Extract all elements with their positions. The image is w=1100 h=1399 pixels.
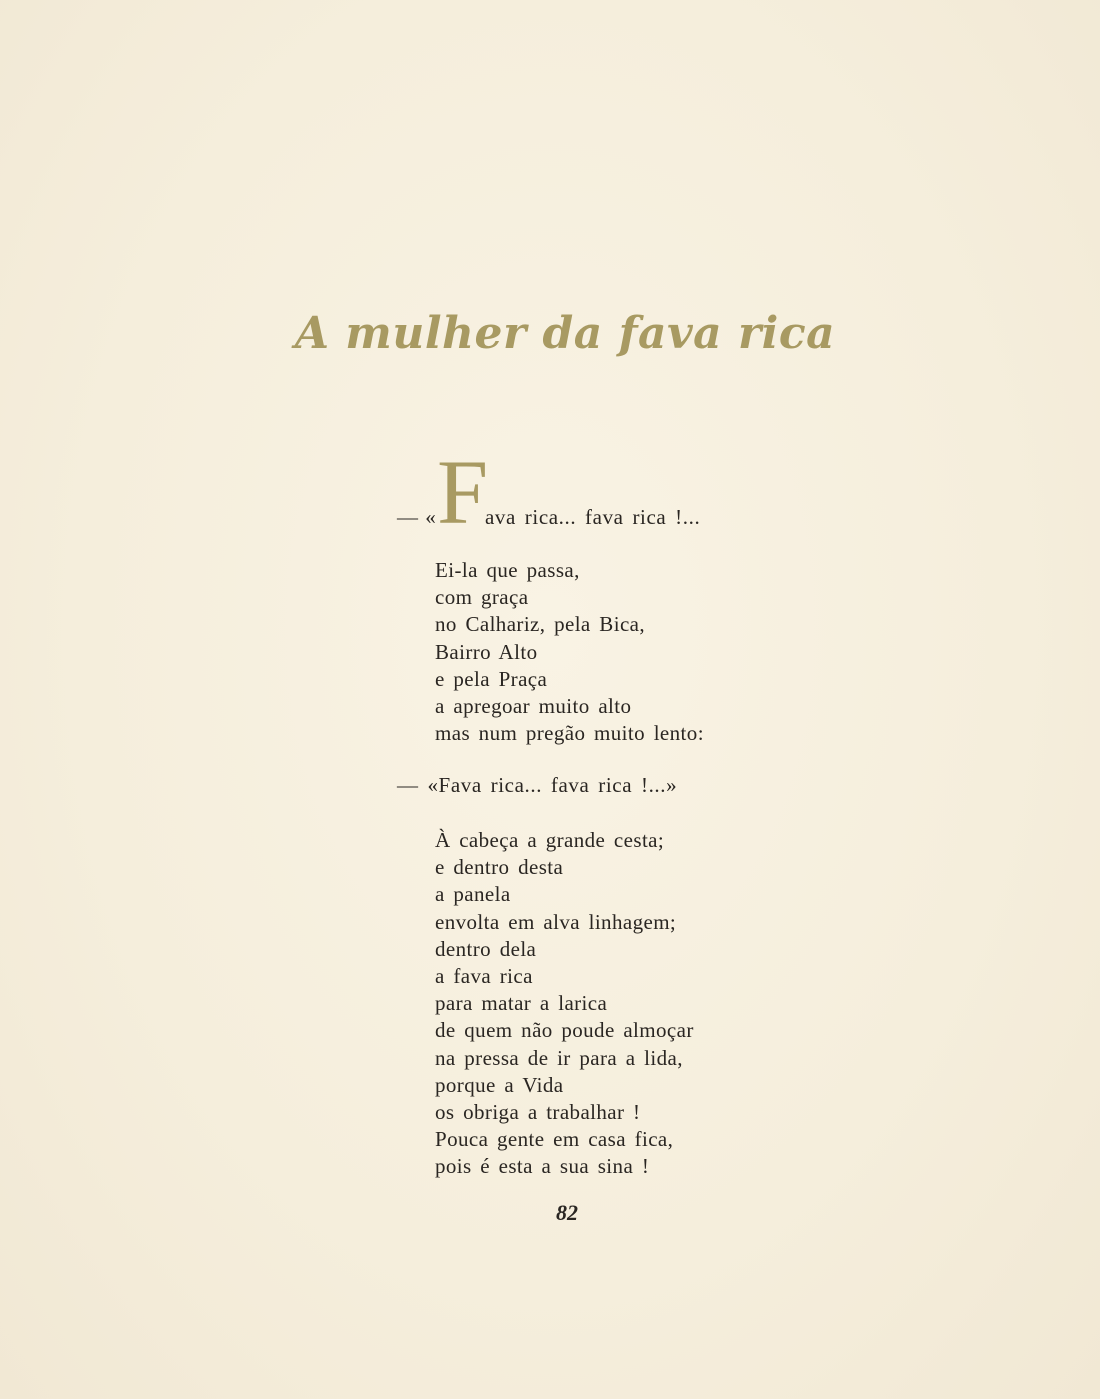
- refrain-line: — «Fava rica... fava rica !...»: [397, 773, 678, 797]
- opening-dash: — «: [397, 505, 437, 529]
- verse-line: Pouca gente em casa fica,: [435, 1127, 674, 1152]
- verse-line: e dentro desta: [435, 855, 564, 880]
- verse-line: Ei-la que passa,: [435, 558, 580, 582]
- verse-line: pois é esta a sua sina !: [435, 1154, 650, 1179]
- verse-line: de quem não poude almoçar: [435, 1018, 694, 1043]
- verse-line: na pressa de ir para a lida,: [435, 1045, 683, 1070]
- verse-line: a panela: [435, 882, 511, 907]
- verse-line: a apregoar muito alto: [435, 694, 632, 719]
- opening-line: [397, 441, 817, 543]
- verse-line: no Calhariz, pela Bica,: [435, 612, 646, 637]
- verse-line: com graça: [435, 585, 529, 610]
- verse-line: Bairro Alto: [435, 639, 538, 664]
- drop-cap: F: [437, 441, 489, 543]
- verse-line: para matar a larica: [435, 991, 608, 1016]
- verse-line: À cabeça a grande cesta;: [435, 828, 665, 852]
- verse-line: envolta em alva linhagem;: [435, 909, 677, 934]
- page-number: 82: [556, 1200, 578, 1225]
- verse-line: dentro dela: [435, 936, 537, 961]
- verse-line: a fava rica: [435, 964, 533, 989]
- stanza-1: [435, 557, 704, 747]
- stanza-2: [435, 827, 694, 1181]
- verse-line: mas num pregão muito lento:: [435, 721, 704, 746]
- opening-text: ava rica... fava rica !...: [485, 505, 701, 529]
- verse-line: os obriga a trabalhar !: [435, 1100, 641, 1125]
- poem-title: A mulher da fava rica: [294, 308, 836, 359]
- verse-line: e pela Praça: [435, 666, 548, 691]
- verse-line: porque a Vida: [435, 1072, 564, 1097]
